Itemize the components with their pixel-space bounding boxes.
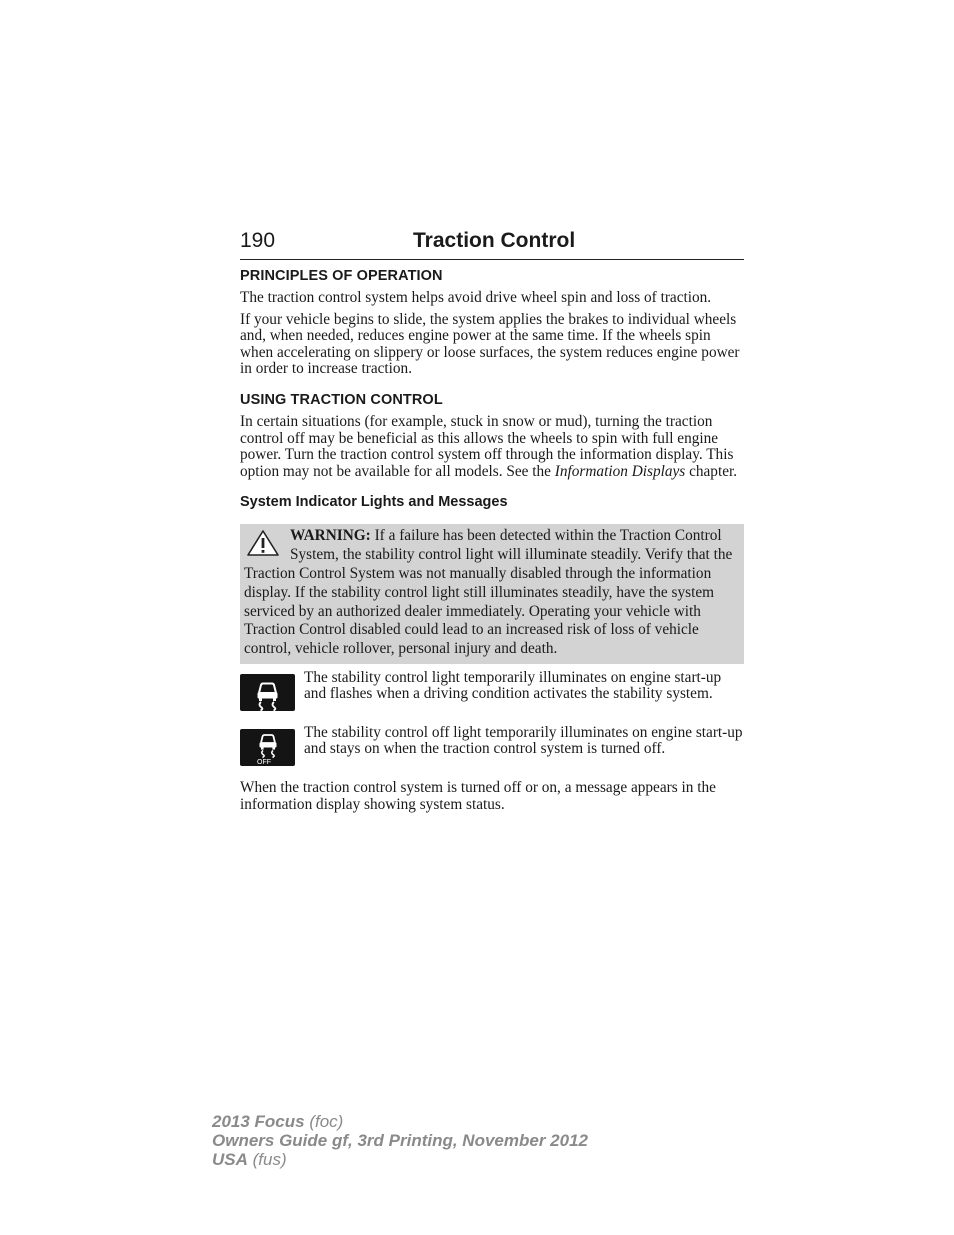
stability-control-description: The stability control light temporarily illuminates on engine start-up and flashes when a driving condition activates the stability system. bbox=[304, 668, 722, 703]
principles-paragraph-1: The traction control system helps avoid drive wheel spin and loss of traction. bbox=[240, 289, 712, 306]
footer-model-code: (foc) bbox=[309, 1112, 344, 1131]
footer-model: 2013 Focus bbox=[212, 1112, 305, 1131]
page-content bbox=[240, 268, 744, 818]
page-footer bbox=[212, 1112, 588, 1169]
footer-market: USA bbox=[212, 1150, 248, 1169]
using-paragraph bbox=[240, 414, 744, 480]
stability-control-off-description: The stability control off light temporarily illuminates on engine start-up and stays on when the traction control system is turned off. bbox=[304, 723, 743, 758]
warning-label: WARNING: bbox=[290, 527, 371, 545]
warning-triangle-icon bbox=[246, 529, 280, 557]
principles-paragraph-2: If your vehicle begins to slide, the system applies the brakes to individual wheels and, when needed, reduces engine power at the same time. If the wheels spin when accelerating on slippery or loose surfaces, the system reduces engine power in order to increase traction. bbox=[240, 310, 740, 378]
stability-control-icon bbox=[240, 674, 295, 711]
using-heading: USING TRACTION CONTROL bbox=[240, 391, 443, 408]
footer-market-code: (fus) bbox=[252, 1150, 287, 1169]
indicators-closing-paragraph: When the traction control system is turned off or on, a message appears in the information display showing system status. bbox=[240, 778, 716, 813]
indicator-item-stability-control-off bbox=[240, 725, 744, 775]
chapter-title: Traction Control bbox=[413, 229, 576, 252]
indicator-item-stability-control bbox=[240, 670, 744, 720]
indicators-heading: System Indicator Lights and Messages bbox=[240, 494, 508, 511]
page-header bbox=[240, 228, 744, 260]
warning-box bbox=[240, 524, 744, 664]
warning-text bbox=[244, 527, 738, 659]
stability-control-off-icon bbox=[240, 729, 295, 766]
footer-line-1 bbox=[212, 1112, 588, 1131]
warning-body: If a failure has been detected within the Traction Control System, the stability control light will illuminate steadily. Verify that the Traction Control System was not manually disabled through the information display. If the stability control light still illuminates steadily, have the system serviced by an authorized dealer immediately. Operating your vehicle with Traction Control disabled could lead to an increased risk of loss of vehicle control, vehicle rollover, personal injury and death. bbox=[244, 527, 733, 658]
using-paragraph-text: In certain situations (for example, stuck in snow or mud), turning the traction control off may be beneficial as this allows the wheels to spin with full engine power. Turn the traction control system off through the information display. This option may not be available for all models. See the bbox=[240, 412, 734, 480]
off-icon-label: OFF bbox=[257, 758, 271, 766]
footer-line-2: Owners Guide gf, 3rd Printing, November 2012 bbox=[212, 1131, 588, 1150]
footer-line-3 bbox=[212, 1150, 588, 1169]
information-displays-reference: Information Displays bbox=[554, 462, 686, 480]
page-number: 190 bbox=[240, 229, 276, 252]
principles-heading: PRINCIPLES OF OPERATION bbox=[240, 268, 443, 284]
using-paragraph-end: chapter. bbox=[689, 462, 738, 480]
